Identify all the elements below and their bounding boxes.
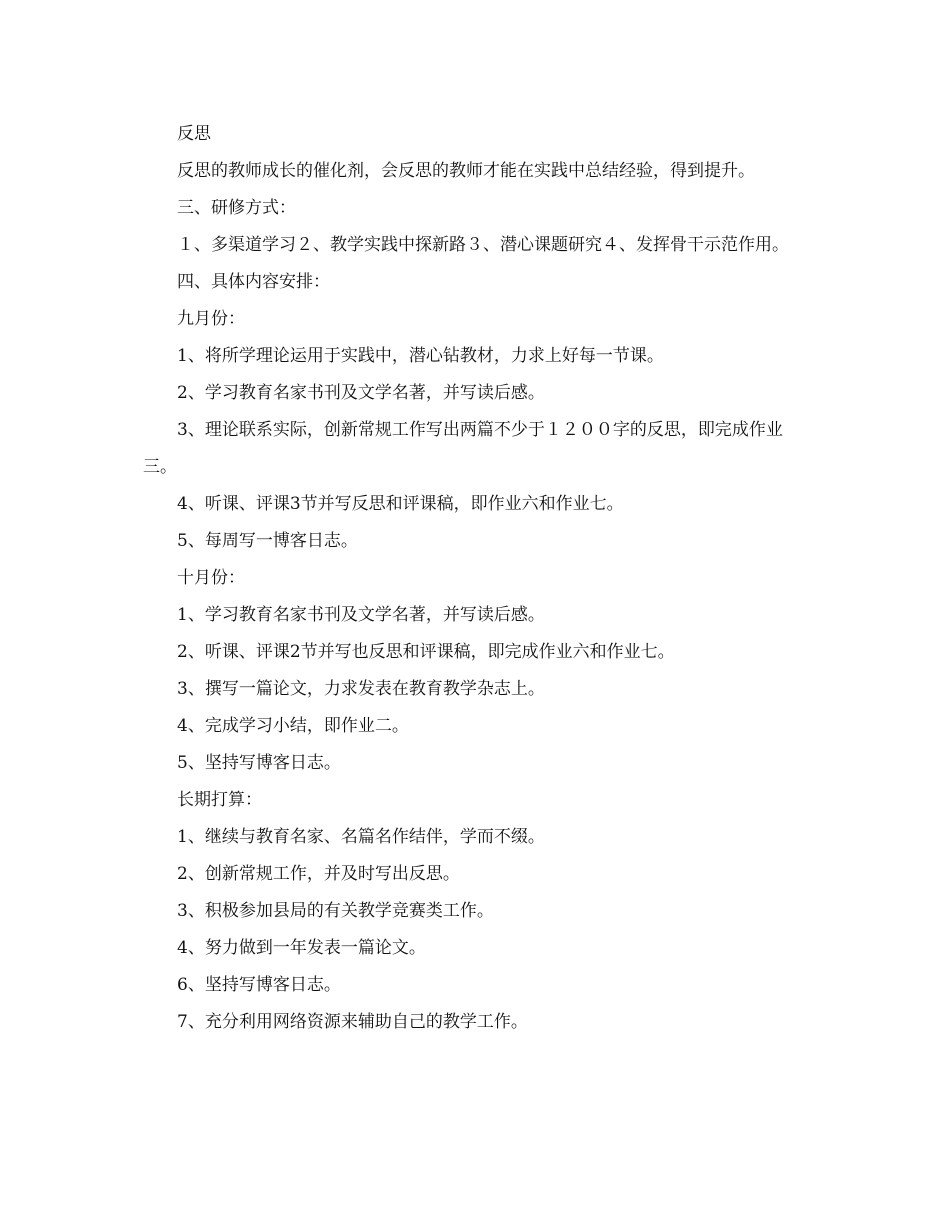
- list-item: 1、学习教育名家书刊及文学名著，并写读后感。: [177, 605, 545, 625]
- section-heading-schedule: 四、具体内容安排：: [177, 272, 330, 292]
- list-item: 6、坚持写博客日志。: [177, 975, 341, 995]
- paragraph-reflection-body: 反思的教师成长的催化剂，会反思的教师才能在实践中总结经验，得到提升。: [177, 161, 755, 181]
- list-item: 5、坚持写博客日志。: [177, 753, 341, 773]
- list-item: 2、学习教育名家书刊及文学名著，并写读后感。: [177, 383, 545, 403]
- list-item: 7、充分利用网络资源来辅助自己的教学工作。: [177, 1012, 528, 1032]
- subheading-september: 九月份：: [177, 309, 245, 329]
- list-item: 3、积极参加县局的有关教学竞赛类工作。: [177, 901, 494, 921]
- subheading-long-term: 长期打算：: [177, 790, 262, 810]
- list-item: 3、撰写一篇论文，力求发表在教育教学杂志上。: [177, 679, 545, 699]
- list-item: 4、听课、评课3节并写反思和评课稿，即作业六和作业七。: [177, 494, 624, 514]
- list-item: 3、理论联系实际，创新常规工作写出两篇不少于１２００字的反思，即完成作业三。: [143, 420, 783, 477]
- subheading-october: 十月份：: [177, 568, 245, 588]
- list-item: 1、继续与教育名家、名篇名作结伴，学而不缀。: [177, 827, 545, 847]
- section-heading-methods: 三、研修方式：: [177, 198, 296, 218]
- list-item: 4、努力做到一年发表一篇论文。: [177, 938, 426, 958]
- list-item: 1、将所学理论运用于实践中，潜心钻教材，力求上好每一节课。: [177, 346, 664, 366]
- document-body: [143, 116, 811, 1041]
- list-item: 2、创新常规工作，并及时写出反思。: [177, 864, 460, 884]
- list-item: 4、完成学习小结，即作业二。: [177, 716, 409, 736]
- paragraph-methods-list: １、多渠道学习２、教学实践中探新路３、潜心课题研究４、发挥骨干示范作用。: [177, 235, 789, 255]
- list-item: 2、听课、评课2节并写也反思和评课稿，即完成作业六和作业七。: [177, 642, 675, 662]
- paragraph-reflection-heading: 反思: [177, 124, 211, 144]
- list-item: 5、每周写一博客日志。: [177, 531, 358, 551]
